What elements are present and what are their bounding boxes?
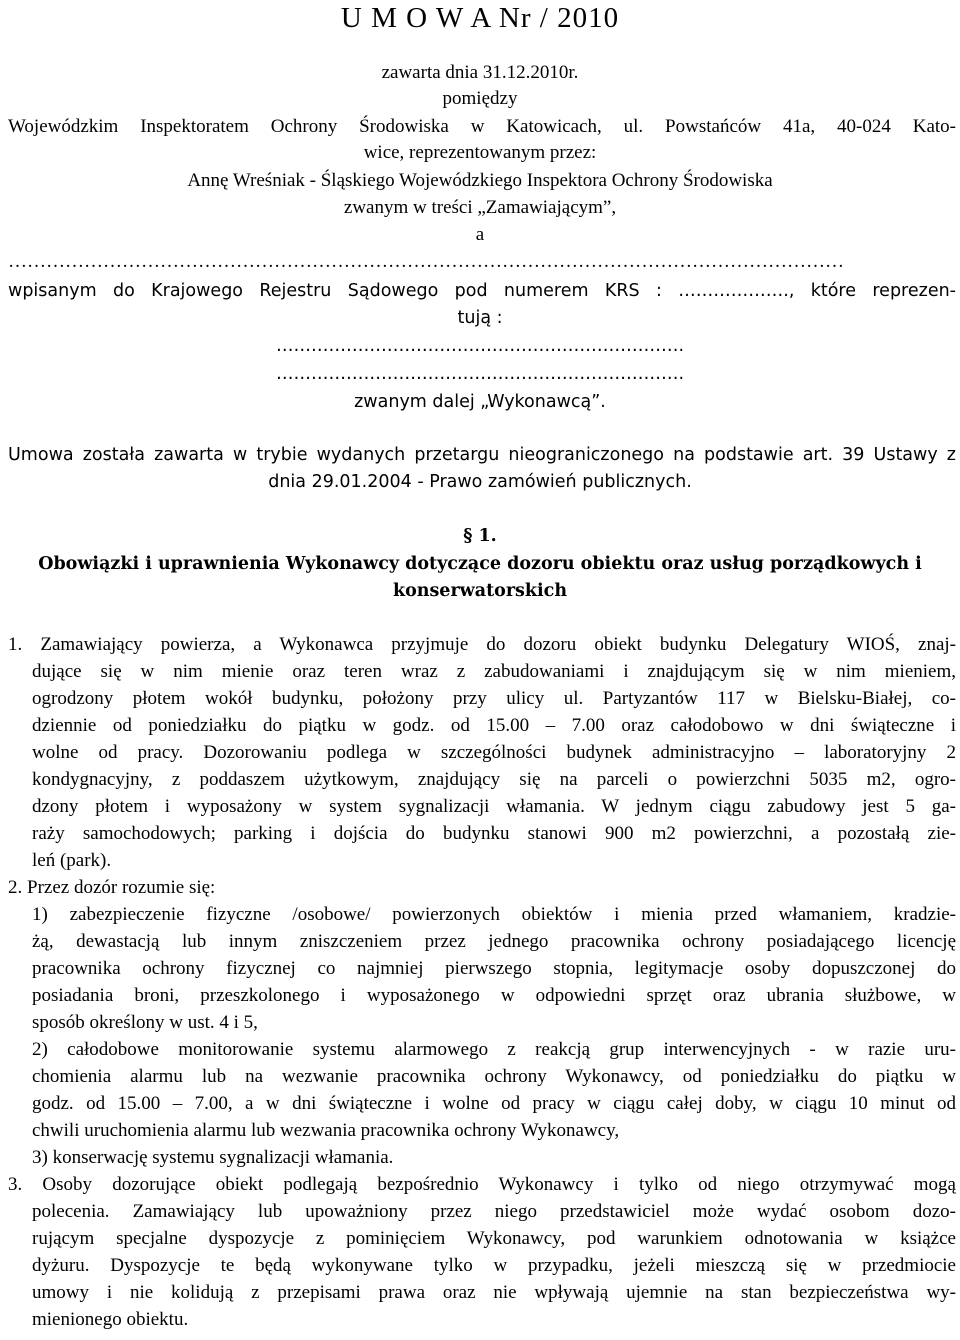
body-line: umowy i nie kolidują z przepisami prawa oraz nie wpływają ujemnie na stan bezpieczeństwa wy- <box>32 1282 956 1303</box>
intro-line1: Umowa została zawarta w trybie wydanych przetargu nieograniczonego na podstawie art. 39 Ustawy z <box>8 445 956 465</box>
date-line: zawarta dnia 31.12.2010r. <box>381 62 579 83</box>
body-line: rującym specjalne dyspozycje z pominięciem Wykonawcy, pod warunkiem odnotowania w książce <box>32 1228 956 1249</box>
body-line: wolne od pracy. Dozorowaniu podlega w szczególności budynek administracyjno – laboratoryjny 2 <box>32 742 956 763</box>
body-line: kondygnacyjny, z poddaszem użytkowym, znajdujący się na parceli o powierzchni 5035 m2, ogro- <box>32 769 956 790</box>
body-line: polecenia. Zamawiający lub upoważniony przez niego przedstawiciel może wydać osobom dozo- <box>32 1201 956 1222</box>
dots-line-1: …………………………………………………………………………………………………………………… <box>8 251 844 272</box>
body-line: 1. Zamawiający powierza, a Wykonawca przyjmuje do dozoru obiekt budynku Delegatury WIOŚ, znaj- <box>8 634 956 655</box>
dots-line-2: ……………………………………………………………. <box>275 336 685 356</box>
body-line: dyżuru. Dyspozycje te będą wykonywane tylko w przypadku, jeżeli mieszczą się w przedmiocie <box>32 1255 956 1276</box>
party1-line2: wice, reprezentowanym przez: <box>363 142 597 163</box>
section-heading-line2: konserwatorskich <box>392 581 568 601</box>
body-line: mienionego obiektu. <box>32 1309 189 1330</box>
document-title: U M O W A Nr / 2010 <box>340 2 620 34</box>
dots-line-3: ……………………………………………………………. <box>275 364 685 384</box>
body-line: leń (park). <box>32 850 112 871</box>
body-line: dzony płotem i wyposażony w system sygnalizacji włamania. W jednym ciągu zabudowy jest 5 ga- <box>32 796 956 817</box>
body-line: raży samochodowych; parking i dojścia do budynku stanowi 900 m2 powierzchni, a pozostałą zie- <box>32 823 956 844</box>
body-line: 2. Przez dozór rozumie się: <box>8 877 216 898</box>
body-line: sposób określony w ust. 4 i 5, <box>32 1012 258 1033</box>
body-line: 3. Osoby dozorujące obiekt podlegają bezpośrednio Wykonawcy i tylko od niego otrzymywać mogą <box>8 1174 956 1195</box>
krs-line2: tują : <box>457 308 503 328</box>
body-line: 1) zabezpieczenie fizyczne /osobowe/ powierzonych obiektów i mienia przed włamaniem, kradzie- <box>32 904 956 925</box>
section-heading-line1: Obowiązki i uprawnienia Wykonawcy dotyczące dozoru obiektu oraz usług porządkowych i <box>38 554 922 574</box>
between-line: pomiędzy <box>442 88 518 109</box>
intro-line2: dnia 29.01.2004 - Prawo zamówień publicznych. <box>268 472 692 492</box>
section-number: § 1. <box>463 526 497 546</box>
body-line: chwili uruchomienia alarmu lub wezwania pracownika ochrony Wykonawcy, <box>32 1120 620 1141</box>
body-line: posiadania broni, przeszkolonego i wyposażonego w odpowiedni sprzęt oraz ubrania służbowe, w <box>32 985 956 1006</box>
body-line: chomienia alarmu lub na wezwanie pracownika ochrony Wykonawcy, od poniedziałku do piątku w <box>32 1066 956 1087</box>
body-line: ogrodzony płotem wokół budynku, położony przy ulicy ul. Partyzantów 117 w Bielsku-Białej, co- <box>32 688 956 709</box>
party2-called: zwanym dalej „Wykonawcą”. <box>354 392 606 412</box>
party1-line1: Wojewódzkim Inspektoratem Ochrony Środowiska w Katowicach, ul. Powstańców 41a, 40-024 Kato- <box>8 116 956 137</box>
body-line: dujące się w nim mienie oraz teren wraz z zabudowaniami i znajdującym się w nim mieniem, <box>32 661 956 682</box>
body-line: 3) konserwację systemu sygnalizacji włamania. <box>32 1147 394 1168</box>
and-line: a <box>475 224 485 245</box>
body-line: dziennie od poniedziałku do piątku w godz. od 15.00 – 7.00 oraz całodobowo w dni świąteczne i <box>32 715 956 736</box>
body-line: pracownika ochrony fizycznej co najmniej pierwszego stopnia, legitymacje osoby dopuszczonej do <box>32 958 956 979</box>
body-line: żą, dewastacją lub innym zniszczeniem przez jednego pracownika ochrony posiadającego licencję <box>32 931 956 952</box>
body-line: 2) całodobowe monitorowanie systemu alarmowego z reakcją grup interwencyjnych - w razie uru- <box>32 1039 956 1060</box>
party1-called: zwanym w treści „Zamawiającym”, <box>343 197 617 218</box>
body-line: godz. od 15.00 – 7.00, a w dni świąteczne i wolne od pracy w ciągu całej doby, w ciągu 10 minut od <box>32 1093 956 1114</box>
party1-representative: Annę Wreśniak - Śląskiego Wojewódzkiego Inspektora Ochrony Środowiska <box>187 170 773 191</box>
krs-line1: wpisanym do Krajowego Rejestru Sądowego pod numerem KRS : ………………., które reprezen- <box>8 281 956 301</box>
